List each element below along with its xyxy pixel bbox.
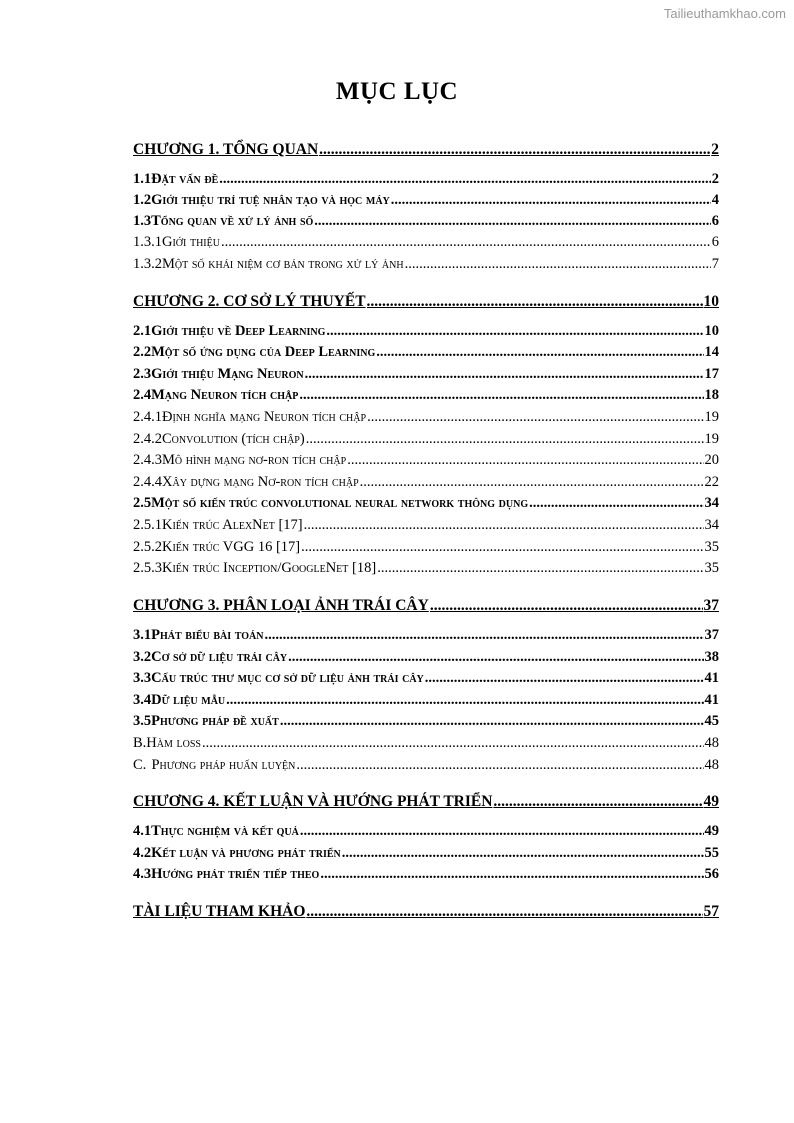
toc-entry-number: 2.5.2 — [133, 539, 162, 555]
toc-entry-2-4[interactable] — [133, 385, 719, 405]
toc-page-number: 48 — [704, 757, 719, 773]
toc-entry-text: Kiến trúc Inception/GoogleNet [18] — [162, 560, 377, 576]
toc-entry-text: Giới thiệu trí tuệ nhân tạo và học máy — [151, 192, 390, 208]
dot-leader — [306, 429, 704, 449]
toc-page-number: 14 — [704, 344, 719, 360]
toc-page-number: 4 — [711, 192, 719, 208]
toc-chapter-1[interactable] — [133, 140, 719, 160]
toc-page-number: 19 — [704, 431, 719, 447]
toc-page-number: 6 — [711, 234, 719, 250]
toc-page-number: 2 — [711, 141, 719, 158]
dot-leader — [280, 711, 704, 731]
toc-entry-number: 1.3.2 — [133, 256, 162, 272]
toc-page-number: 55 — [704, 845, 719, 861]
toc-entry-c[interactable] — [133, 755, 719, 775]
toc-page-number: 37 — [703, 597, 719, 614]
toc-page-number: 49 — [703, 793, 719, 810]
dot-leader — [347, 450, 703, 470]
toc-chapter-3[interactable] — [133, 596, 719, 616]
toc-entry-text: TÀI LIỆU THAM KHẢO — [133, 903, 306, 920]
toc-entry-2-4-4[interactable] — [133, 472, 719, 492]
dot-leader — [430, 596, 703, 616]
dot-leader — [288, 647, 703, 667]
toc-entry-text: Phương pháp huấn luyện — [151, 757, 296, 773]
toc-entry-text: Hướng phát triển tiếp theo — [151, 866, 320, 882]
toc-entry-4-3[interactable] — [133, 864, 719, 884]
toc-entry-text: Xây dựng mạng Nơ-ron tích chập — [162, 474, 359, 490]
toc-entry-1-1[interactable] — [133, 169, 719, 189]
toc-entry-1-3[interactable] — [133, 211, 719, 231]
toc-page-number: 6 — [711, 213, 719, 229]
dot-leader — [299, 385, 703, 405]
toc-page-number: 17 — [704, 366, 719, 382]
toc-entry-2-3[interactable] — [133, 364, 719, 384]
toc-entry-text: CHƯƠNG 4. KẾT LUẬN VÀ HƯỚNG PHÁT TRIỂN — [133, 793, 493, 810]
toc-entry-text: Phát biểu bài toán — [151, 627, 264, 643]
toc-page-number: 19 — [704, 409, 719, 425]
toc-entry-text: Giới thiệu Mạng Neuron — [151, 366, 304, 382]
toc-chapter-2[interactable] — [133, 292, 719, 312]
toc-entry-2-4-1[interactable] — [133, 407, 719, 427]
toc-entry-number: 2.5.3 — [133, 560, 162, 576]
toc-page-number: 41 — [704, 692, 719, 708]
toc-entry-2-5-2[interactable] — [133, 537, 719, 557]
dot-leader — [226, 690, 703, 710]
toc-entry-text: CHƯƠNG 1. TỔNG QUAN — [133, 141, 319, 158]
dot-leader — [202, 733, 704, 753]
toc-entry-number: 3.4 — [133, 692, 152, 708]
toc-entry-4-1[interactable] — [133, 821, 719, 841]
dot-leader — [326, 321, 703, 341]
toc-page-number: 18 — [704, 387, 719, 403]
dot-leader — [296, 755, 703, 775]
toc-entry-2-4-3[interactable] — [133, 450, 719, 470]
toc-entry-2-5-1[interactable] — [133, 515, 719, 535]
toc-page-number: 49 — [704, 823, 719, 839]
toc-entry-text: Kết luận và phương phát triển — [151, 845, 341, 861]
toc-entry-text: Một số khái niệm cơ bản trong xử lý ảnh — [162, 256, 404, 272]
toc-entry-number: 2.4.1 — [133, 409, 162, 425]
dot-leader — [405, 254, 711, 274]
watermark: Tailieuthamkhao.com — [663, 6, 786, 21]
toc-entry-2-4-2[interactable] — [133, 429, 719, 449]
toc-entry-number: B. — [133, 735, 147, 751]
toc-page-number: 34 — [704, 517, 719, 533]
toc-entry-2-5[interactable] — [133, 493, 719, 513]
toc-entry-number: 4.3 — [133, 866, 152, 882]
toc-page-number: 57 — [703, 903, 719, 920]
dot-leader — [493, 792, 702, 812]
dot-leader — [300, 821, 704, 841]
toc-entry-text: Dữ liệu mẫu — [151, 692, 226, 708]
toc-entry-number: 4.1 — [133, 823, 152, 839]
toc-entry-1-3-2[interactable] — [133, 254, 719, 274]
toc-entry-text: Giới thiệu — [162, 234, 220, 250]
dot-leader — [319, 140, 710, 160]
page-title: MỤC LỤC — [335, 78, 459, 105]
toc-page-number: 7 — [711, 256, 719, 272]
dot-leader — [314, 211, 710, 231]
toc-page-number: 34 — [704, 495, 719, 511]
toc-entry-text: Cấu trúc thư mục cơ sở dữ liệu ảnh trái cây — [151, 670, 424, 686]
toc-entry-number: 2.4.2 — [133, 431, 162, 447]
dot-leader — [264, 625, 703, 645]
toc-entry-number: 3.3 — [133, 670, 152, 686]
toc-entry-number: 4.2 — [133, 845, 152, 861]
toc-references[interactable] — [133, 902, 719, 922]
toc-entry-1-2[interactable] — [133, 190, 719, 210]
dot-leader — [301, 537, 703, 557]
toc-page-number: 48 — [704, 735, 719, 751]
toc-entry-number: 2.5.1 — [133, 517, 162, 533]
toc-entry-number: 2.1 — [133, 323, 152, 339]
toc-page-number: 10 — [704, 323, 719, 339]
toc-entry-number: 2.3 — [133, 366, 152, 382]
dot-leader — [367, 292, 703, 312]
toc-entry-number: 1.3.1 — [133, 234, 162, 250]
toc-entry-text: Kiến trúc VGG 16 [17] — [162, 539, 301, 555]
toc-entry-number: 3.2 — [133, 649, 152, 665]
toc-entry-text: Đặt vấn đề — [151, 171, 219, 187]
dot-leader — [342, 843, 704, 863]
toc-entry-number: 1.3 — [133, 213, 152, 229]
toc-entry-text: Một số kiến trúc convolutional neural network thông dụng — [151, 495, 529, 511]
toc-entry-b[interactable] — [133, 733, 719, 753]
dot-leader — [306, 902, 702, 922]
toc-entry-text: CHƯƠNG 2. CƠ SỞ LÝ THUYẾT — [133, 293, 366, 310]
toc-entry-number: 3.1 — [133, 627, 152, 643]
toc-entry-text: CHƯƠNG 3. PHÂN LOẠI ẢNH TRÁI CÂY — [133, 597, 429, 614]
toc-entry-2-2[interactable] — [133, 342, 719, 362]
toc-entry-3-3[interactable] — [133, 668, 719, 688]
toc-entry-number: 2.4.4 — [133, 474, 162, 490]
toc-page-number: 38 — [704, 649, 719, 665]
toc-page-number: 41 — [704, 670, 719, 686]
toc-entry-number: 3.5 — [133, 713, 152, 729]
toc-entry-text: Định nghĩa mạng Neuron tích chập — [162, 409, 367, 425]
dot-leader — [367, 407, 703, 427]
toc-page-number: 2 — [711, 171, 719, 187]
toc-entry-text: Phương pháp đề xuất — [151, 713, 279, 729]
dot-leader — [219, 169, 710, 189]
toc-page-number: 20 — [704, 452, 719, 468]
toc-entry-text: Một số ứng dụng của Deep Learning — [151, 344, 376, 360]
toc-entry-text: Kiến trúc AlexNet [17] — [162, 517, 303, 533]
dot-leader — [320, 864, 703, 884]
toc-entry-3-2[interactable] — [133, 647, 719, 667]
toc-page-number: 37 — [704, 627, 719, 643]
toc-entry-2-1[interactable] — [133, 321, 719, 341]
dot-leader — [425, 668, 704, 688]
toc-entry-2-5-3[interactable] — [133, 558, 719, 578]
dot-leader — [391, 190, 711, 210]
dot-leader — [376, 342, 703, 362]
toc-entry-text: Mạng Neuron tích chập — [151, 387, 299, 403]
toc-entry-text: Mô hình mạng nơ-ron tích chập — [162, 452, 347, 468]
toc-entry-3-1[interactable] — [133, 625, 719, 645]
toc-entry-text: Thực nghiệm và kết quả — [151, 823, 299, 839]
toc-entry-number: 2.4 — [133, 387, 152, 403]
toc-chapter-4[interactable] — [133, 792, 719, 812]
toc-entry-3-5[interactable] — [133, 711, 719, 731]
toc-entry-number: 2.2 — [133, 344, 152, 360]
toc-entry-1-3-1[interactable] — [133, 232, 719, 252]
toc-entry-text: Giới thiệu về Deep Learning — [151, 323, 326, 339]
toc-entry-4-2[interactable] — [133, 843, 719, 863]
toc-page-number: 45 — [704, 713, 719, 729]
dot-leader — [304, 515, 704, 535]
toc-entry-text: Tổng quan về xử lý ảnh số — [151, 213, 314, 229]
dot-leader — [360, 472, 704, 492]
toc-page-number: 35 — [704, 539, 719, 555]
toc-page-number: 10 — [703, 293, 719, 310]
toc-entry-number: C. — [133, 757, 147, 773]
toc-entry-3-4[interactable] — [133, 690, 719, 710]
toc-page-number: 22 — [704, 474, 719, 490]
toc-entry-number: 1.1 — [133, 171, 152, 187]
dot-leader — [529, 493, 703, 513]
dot-leader — [305, 364, 704, 384]
toc-entry-number: 2.5 — [133, 495, 152, 511]
toc-entry-text: Hàm loss — [146, 735, 201, 751]
toc-page-number: 35 — [704, 560, 719, 576]
dot-leader — [377, 558, 703, 578]
toc-page-number: 56 — [704, 866, 719, 882]
dot-leader — [221, 232, 711, 252]
toc-entry-text: Convolution (tích chập) — [162, 431, 305, 447]
toc-entry-number: 1.2 — [133, 192, 152, 208]
toc-entry-text: Cơ sở dữ liệu trái cây — [151, 649, 288, 665]
toc-entry-number: 2.4.3 — [133, 452, 162, 468]
